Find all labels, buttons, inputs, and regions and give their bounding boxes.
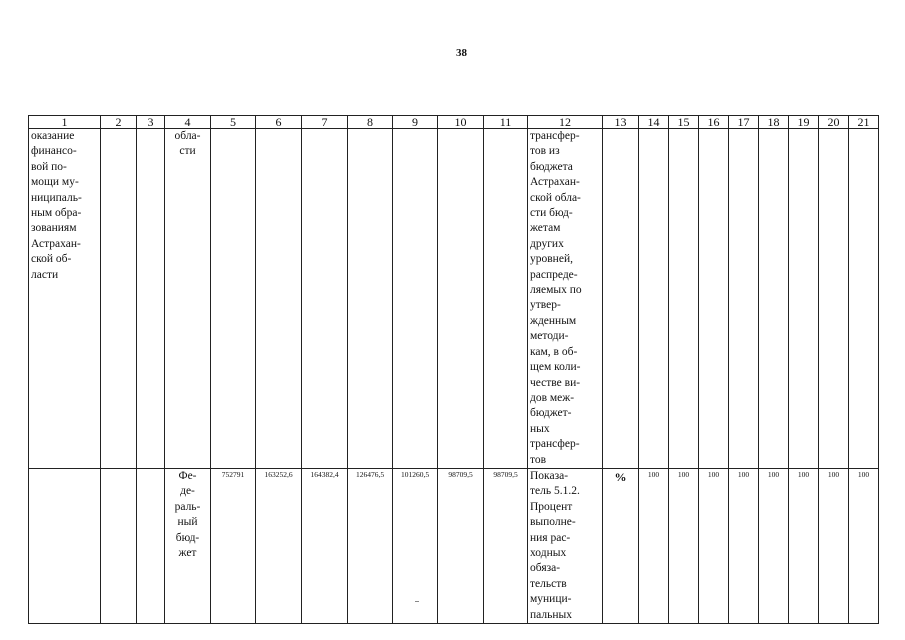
text-line: ляемых по (530, 284, 582, 297)
text-line: честве ви- (530, 376, 581, 389)
indicator-text (530, 469, 600, 623)
column-header: 15 (669, 116, 699, 129)
activity-cell (29, 129, 101, 469)
empty-cell (29, 468, 101, 623)
column-header: 6 (256, 116, 302, 129)
value-cell (302, 468, 348, 623)
column-header: 4 (165, 116, 211, 129)
column-header: 5 (211, 116, 256, 129)
empty-cell (348, 129, 393, 469)
text-line: зованиям (31, 222, 77, 235)
page-number: 38 (456, 47, 467, 59)
text-line: бюд- (175, 531, 200, 544)
target-cell (789, 468, 819, 623)
value-cell (256, 468, 302, 623)
source-text (167, 469, 208, 561)
empty-cell (484, 129, 528, 469)
target-value: 100 (797, 469, 810, 479)
empty-cell (256, 129, 302, 469)
header-row (29, 116, 879, 129)
empty-cell (759, 129, 789, 469)
indicator-cell (528, 129, 603, 469)
funding-value: 98709,5 (448, 469, 473, 479)
text-line: Фе- (178, 469, 197, 482)
table-row (29, 468, 879, 623)
text-line: тель 5.1.2. (530, 485, 580, 498)
column-header: 18 (759, 116, 789, 129)
target-value: 100 (677, 469, 690, 479)
text-line: Показа- (530, 469, 569, 482)
empty-cell (302, 129, 348, 469)
value-cell (211, 468, 256, 623)
empty-cell (393, 129, 438, 469)
funding-value: 163252,6 (264, 469, 293, 479)
indicator-text (530, 129, 600, 468)
text-line: вой по- (31, 160, 67, 173)
text-line: жет (178, 546, 197, 559)
target-value: 100 (737, 469, 750, 479)
funding-value: 164382,4 (310, 469, 339, 479)
text-line: обла- (174, 130, 201, 142)
target-cell (729, 468, 759, 623)
empty-cell (639, 129, 669, 469)
text-line: ходных (530, 546, 567, 559)
value-cell (484, 468, 528, 623)
column-header: 12 (528, 116, 603, 129)
text-line: тельств (530, 577, 567, 590)
scan-mark (415, 601, 419, 602)
text-line: трансфер- (530, 130, 580, 142)
column-header: 3 (137, 116, 165, 129)
text-line: сти бюд- (530, 207, 573, 220)
text-line: ниципаль- (31, 191, 82, 204)
column-header: 8 (348, 116, 393, 129)
activity-text (31, 129, 98, 283)
target-value: 100 (647, 469, 660, 479)
funding-value: 98709,5 (493, 469, 518, 479)
text-line: трансфер- (530, 438, 580, 451)
column-header: 7 (302, 116, 348, 129)
empty-cell (603, 129, 639, 469)
text-line: муници- (530, 593, 572, 606)
empty-cell (101, 129, 137, 469)
empty-cell (211, 129, 256, 469)
column-header: 9 (393, 116, 438, 129)
text-line: бюджет- (530, 407, 572, 420)
empty-cell (137, 129, 165, 469)
value-cell (348, 468, 393, 623)
text-line: раль- (174, 500, 201, 513)
text-line: ный (177, 516, 198, 529)
text-line: дов меж- (530, 391, 575, 404)
text-line: ской об- (31, 253, 72, 266)
empty-cell (789, 129, 819, 469)
empty-cell (669, 129, 699, 469)
text-line: методи- (530, 330, 569, 343)
source-cell (165, 468, 211, 623)
column-header: 13 (603, 116, 639, 129)
column-header: 19 (789, 116, 819, 129)
text-line: обяза- (530, 562, 561, 575)
text-line: оказание (31, 130, 75, 142)
text-line: кам, в об- (530, 345, 578, 358)
unit-text: % (614, 469, 627, 484)
text-line: других (530, 237, 564, 250)
text-line: жетам (530, 222, 561, 235)
text-line: ным обра- (31, 207, 82, 220)
value-cell (438, 468, 484, 623)
text-line: жденным (530, 314, 577, 327)
text-line: Процент (530, 500, 573, 513)
funding-value: 101260,5 (400, 469, 430, 479)
source-cell (165, 129, 211, 469)
target-value: 100 (707, 469, 720, 479)
budget-table (28, 115, 879, 624)
column-header: 14 (639, 116, 669, 129)
text-line: ных (530, 422, 550, 435)
text-line: тов (530, 453, 547, 466)
text-line: бюджета (530, 160, 573, 173)
column-header: 16 (699, 116, 729, 129)
table-row (29, 129, 879, 469)
text-line: ской обла- (530, 191, 581, 204)
text-line: Астрахан- (31, 237, 81, 250)
funding-value: 752791 (221, 469, 245, 479)
text-line: тов из (530, 145, 560, 158)
text-line: сти (179, 145, 196, 158)
source-text (167, 129, 208, 160)
column-header: 10 (438, 116, 484, 129)
empty-cell (819, 129, 849, 469)
text-line: финансо- (31, 145, 77, 158)
empty-cell (729, 129, 759, 469)
funding-value: 126476,5 (355, 469, 385, 479)
text-line: щем коли- (530, 361, 581, 374)
target-value: 100 (767, 469, 780, 479)
target-value: 100 (827, 469, 840, 479)
text-line: выполне- (530, 516, 576, 529)
unit-cell (603, 468, 639, 623)
text-line: мощи му- (31, 176, 79, 189)
target-value: 100 (857, 469, 870, 479)
empty-cell (101, 468, 137, 623)
text-line: распреде- (530, 268, 578, 281)
empty-cell (849, 129, 879, 469)
column-header: 11 (484, 116, 528, 129)
empty-cell (438, 129, 484, 469)
target-cell (849, 468, 879, 623)
target-cell (819, 468, 849, 623)
indicator-cell (528, 468, 603, 623)
column-header: 21 (849, 116, 879, 129)
target-cell (699, 468, 729, 623)
text-line: Астрахан- (530, 176, 580, 189)
empty-cell (137, 468, 165, 623)
text-line: ласти (31, 268, 59, 281)
text-line: уровней, (530, 253, 573, 266)
column-header: 1 (29, 116, 101, 129)
text-line: де- (180, 485, 195, 498)
column-header: 2 (101, 116, 137, 129)
empty-cell (699, 129, 729, 469)
target-cell (759, 468, 789, 623)
column-header: 20 (819, 116, 849, 129)
text-line: утвер- (530, 299, 561, 312)
text-line: ния рас- (530, 531, 571, 544)
text-line: пальных (530, 608, 572, 621)
target-cell (639, 468, 669, 623)
target-cell (669, 468, 699, 623)
column-header: 17 (729, 116, 759, 129)
